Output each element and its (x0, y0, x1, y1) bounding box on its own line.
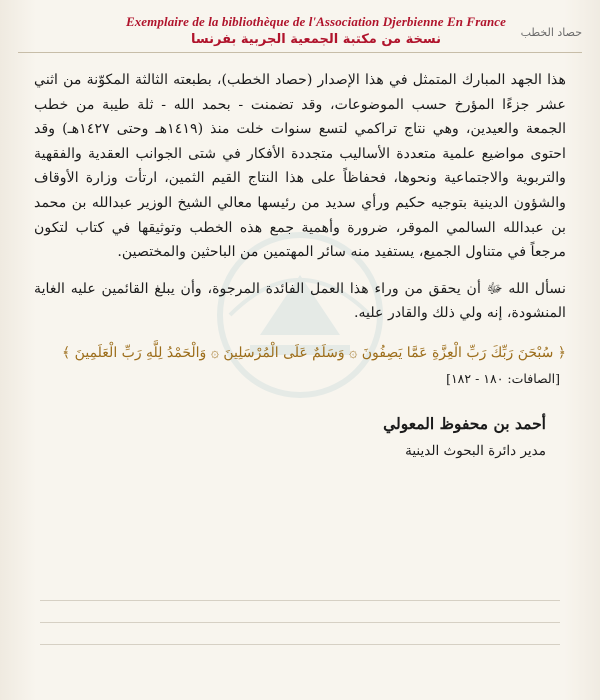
header-rule (18, 52, 582, 53)
stamp-arabic-text: نسخة من مكتبة الجمعية الجربية بفرنسا (191, 32, 441, 47)
page-header (14, 14, 586, 54)
signatory-title: مدير دائرة البحوث الدينية (405, 442, 546, 459)
stamp-french-text: Exemplaire de la bibliothèque de l'Association Djerbienne En France (125, 14, 507, 29)
bleed-through-line (40, 644, 560, 645)
body-paragraph: هذا الجهد المبارك المتمثل في هذا الإصدار (حصاد الخطب)، بطبعته الثالثة المكوّنة من اثني عشر جزءًا المؤرخ حسب الموضوعات، وقد تضمنت - بحمد الله - ثلة طيبة من خطب الجمعة والعيدين، وهي نتاج تراكمي لتسع سنوات خلت منذ (١٤١٩هـ وحتى ١٤٢٧هـ) وقد احتوى مواضيع علمية متعددة الأساليب متجددة الأفكار في شتى الجوانب العقدية والفقهية والتربوية والاجتماعية ونحوها، فحفاظاً على هذا النتاج القيم الثمين، ارتأت وزارة الأوقاف والشؤون الدينية بتوجيه حكيم ورأي سديد من رئيسها معالي الشيخ الوزير عبدالله بن محمد بن عبدالله السالمي الموقر، ضرورة وأهمية جمع هذه الخطب وتوثيقها في كتاب لتكون مرجعاً في متناول الجميع، يستفيد منه سائر المهتمين من الباحثين والمختصين. (34, 72, 567, 261)
library-stamp (106, 14, 526, 47)
bleed-through-line (40, 600, 560, 601)
verse-reference: [الصافات: ١٨٠ - ١٨٢] (446, 370, 560, 386)
quran-verse (34, 340, 566, 392)
page-body (34, 68, 566, 459)
body-paragraph: نسأل الله ﷻ أن يحقق من وراء هذا العمل الفائدة المرجوة، وأن يبلغ القائمين عليه الغاية المنشودة، إنه ولي ذلك والقادر عليه. (34, 280, 566, 322)
verse-text: ﴿ سُبْحَنَ رَبِّكَ رَبِّ الْعِزَّةِ عَمَّا يَصِفُونَ ۞ وَسَلَمٌ عَلَى الْمُرْسَلِينَ ۞ وَالْحَمْدُ لِلَّهِ رَبِّ الْعَلَمِينَ ﴾ (62, 344, 566, 361)
bleed-through-line (40, 622, 560, 623)
signatory-name: أحمد بن محفوظ المعولي (383, 413, 546, 433)
running-head: حصاد الخطب (520, 26, 582, 39)
signature-block (34, 414, 546, 459)
